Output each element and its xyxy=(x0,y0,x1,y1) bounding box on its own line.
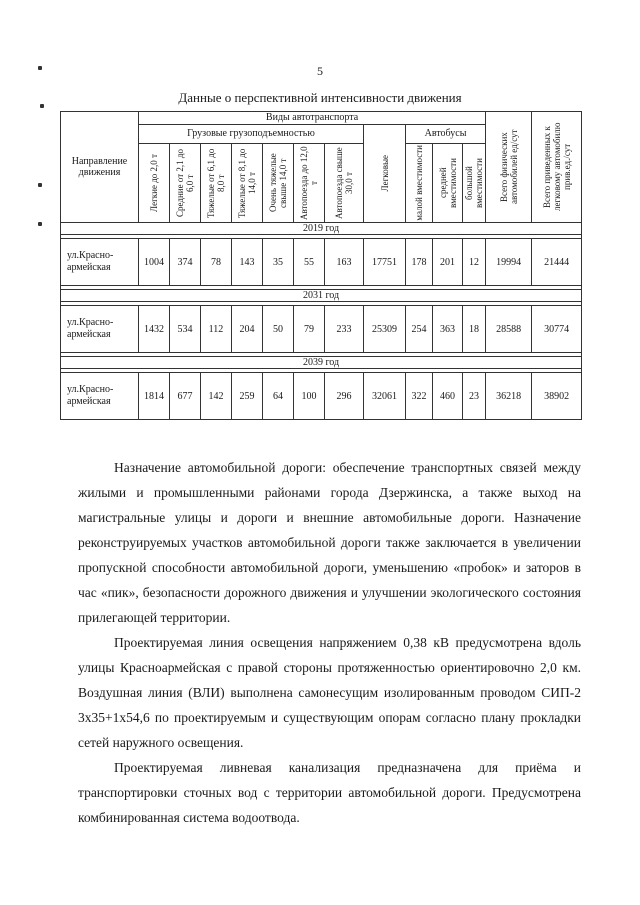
direction-cell: ул.Красно-армейская xyxy=(61,306,139,353)
truck-column-header: Средние от 2,1 до 6,0 т xyxy=(170,144,201,223)
table-cell: 178 xyxy=(406,239,433,286)
table-cell: 79 xyxy=(294,306,325,353)
table-cell: 143 xyxy=(232,239,263,286)
table-row xyxy=(61,306,582,353)
page-number: 5 xyxy=(317,64,323,78)
table-cell: 1814 xyxy=(139,373,170,420)
direction-cell: ул.Красно-армейская xyxy=(61,239,139,286)
truck-column-header: Очень тяжелые свыше 14,0 т xyxy=(263,144,294,223)
year-row xyxy=(61,357,582,369)
table-cell: 18 xyxy=(463,306,486,353)
paragraph-purpose: Назначение автомобильной дороги: обеспечение транспортных связей между жилыми и промышленными районами города Дзержинска, а также выход на магистральные улицы и дороги и внешние автомобильные дороги. Назначение реконструируемых участков автомобильной дороги также заключается в увеличении пропускной способности автомобильной дороги, уменьшению «пробок» и заторов в час «пик», безопасности дорожного движения и улучшении экологического состояния прилегающей территории. xyxy=(78,460,581,625)
table-row xyxy=(61,239,582,286)
table-cell: 296 xyxy=(325,373,364,420)
table-cell: 363 xyxy=(433,306,463,353)
table-cell: 374 xyxy=(170,239,201,286)
truck-column-header: Тяжелые от 8,1 до 14,0 т xyxy=(232,144,263,223)
direction-header: Направление движения xyxy=(61,112,139,223)
table-cell: 12 xyxy=(463,239,486,286)
table-cell: 163 xyxy=(325,239,364,286)
paragraph-drainage: Проектируемая ливневая канализация предназначена для приёма и транспортировки сточных вод с территории автомобильной дороги. Предусмотрена комбинированная система водоотвода. xyxy=(78,760,581,825)
year-label: 2031 год xyxy=(61,290,582,302)
truck-column-header: Автопоезда свыше 30,0 т xyxy=(325,144,364,223)
table-cell: 36218 xyxy=(486,373,532,420)
traffic-intensity-table xyxy=(60,111,582,420)
truck-column-header: Легкие до 2,0 т xyxy=(139,144,170,223)
table-cell: 254 xyxy=(406,306,433,353)
table-cell: 460 xyxy=(433,373,463,420)
table-cell: 204 xyxy=(232,306,263,353)
cars-header: Легковые xyxy=(364,125,406,223)
table-cell: 322 xyxy=(406,373,433,420)
paragraph-lighting: Проектируемая линия освещения напряжением 0,38 кВ предусмотрена вдоль улицы Красноармейская с правой стороны протяженностью ориентировочно 2,0 км. Воздушная линия (ВЛИ) выполнена самонесущим изолированным проводом СИП-2 3х35+1х54,6 по проектируемым и существующим опорам согласно плану прокладки сетей наружного освещения. xyxy=(78,635,581,750)
table-cell: 259 xyxy=(232,373,263,420)
header-row-types xyxy=(61,112,582,125)
table-cell: 19994 xyxy=(486,239,532,286)
bus-column-header: большой вместимости xyxy=(463,144,486,223)
table-cell: 28588 xyxy=(486,306,532,353)
table-cell: 17751 xyxy=(364,239,406,286)
table-cell: 35 xyxy=(263,239,294,286)
year-label: 2019 год xyxy=(61,223,582,235)
margin-mark xyxy=(38,222,42,226)
table-cell: 78 xyxy=(201,239,232,286)
table-cell: 25309 xyxy=(364,306,406,353)
truck-column-header: Автопоезда до 12,0 т xyxy=(294,144,325,223)
table-cell: 233 xyxy=(325,306,364,353)
table-cell: 38902 xyxy=(532,373,582,420)
table-row xyxy=(61,373,582,420)
vehicle-types-header: Виды автотранспорта xyxy=(139,112,486,125)
table-cell: 534 xyxy=(170,306,201,353)
bus-column-header: средней вместимости xyxy=(433,144,463,223)
table-cell: 1004 xyxy=(139,239,170,286)
table-cell: 21444 xyxy=(532,239,582,286)
table-cell: 142 xyxy=(201,373,232,420)
table-cell: 1432 xyxy=(139,306,170,353)
year-row xyxy=(61,223,582,235)
margin-mark xyxy=(38,183,42,187)
buses-header: Автобусы xyxy=(406,125,486,144)
table-cell: 100 xyxy=(294,373,325,420)
trucks-header: Грузовые грузоподъемностью xyxy=(139,125,364,144)
total-physical-header: Всего физических автомобилей ед/сут xyxy=(486,112,532,223)
table-cell: 30774 xyxy=(532,306,582,353)
table-cell: 64 xyxy=(263,373,294,420)
table-cell: 32061 xyxy=(364,373,406,420)
table-cell: 50 xyxy=(263,306,294,353)
table-cell: 55 xyxy=(294,239,325,286)
body-text xyxy=(78,455,581,830)
total-reduced-header: Всего приведенных к легковому автомобилю прив.ед./сут xyxy=(532,112,582,223)
table-cell: 677 xyxy=(170,373,201,420)
year-label: 2039 год xyxy=(61,357,582,369)
year-row xyxy=(61,290,582,302)
table-cell: 112 xyxy=(201,306,232,353)
table-cell: 201 xyxy=(433,239,463,286)
truck-column-header: Тяжелые от 6,1 до 8,0 т xyxy=(201,144,232,223)
bus-column-header: малой вместимости xyxy=(406,144,433,223)
table-cell: 23 xyxy=(463,373,486,420)
table-title: Данные о перспективной интенсивности движения xyxy=(178,90,462,105)
direction-cell: ул.Красно-армейская xyxy=(61,373,139,420)
